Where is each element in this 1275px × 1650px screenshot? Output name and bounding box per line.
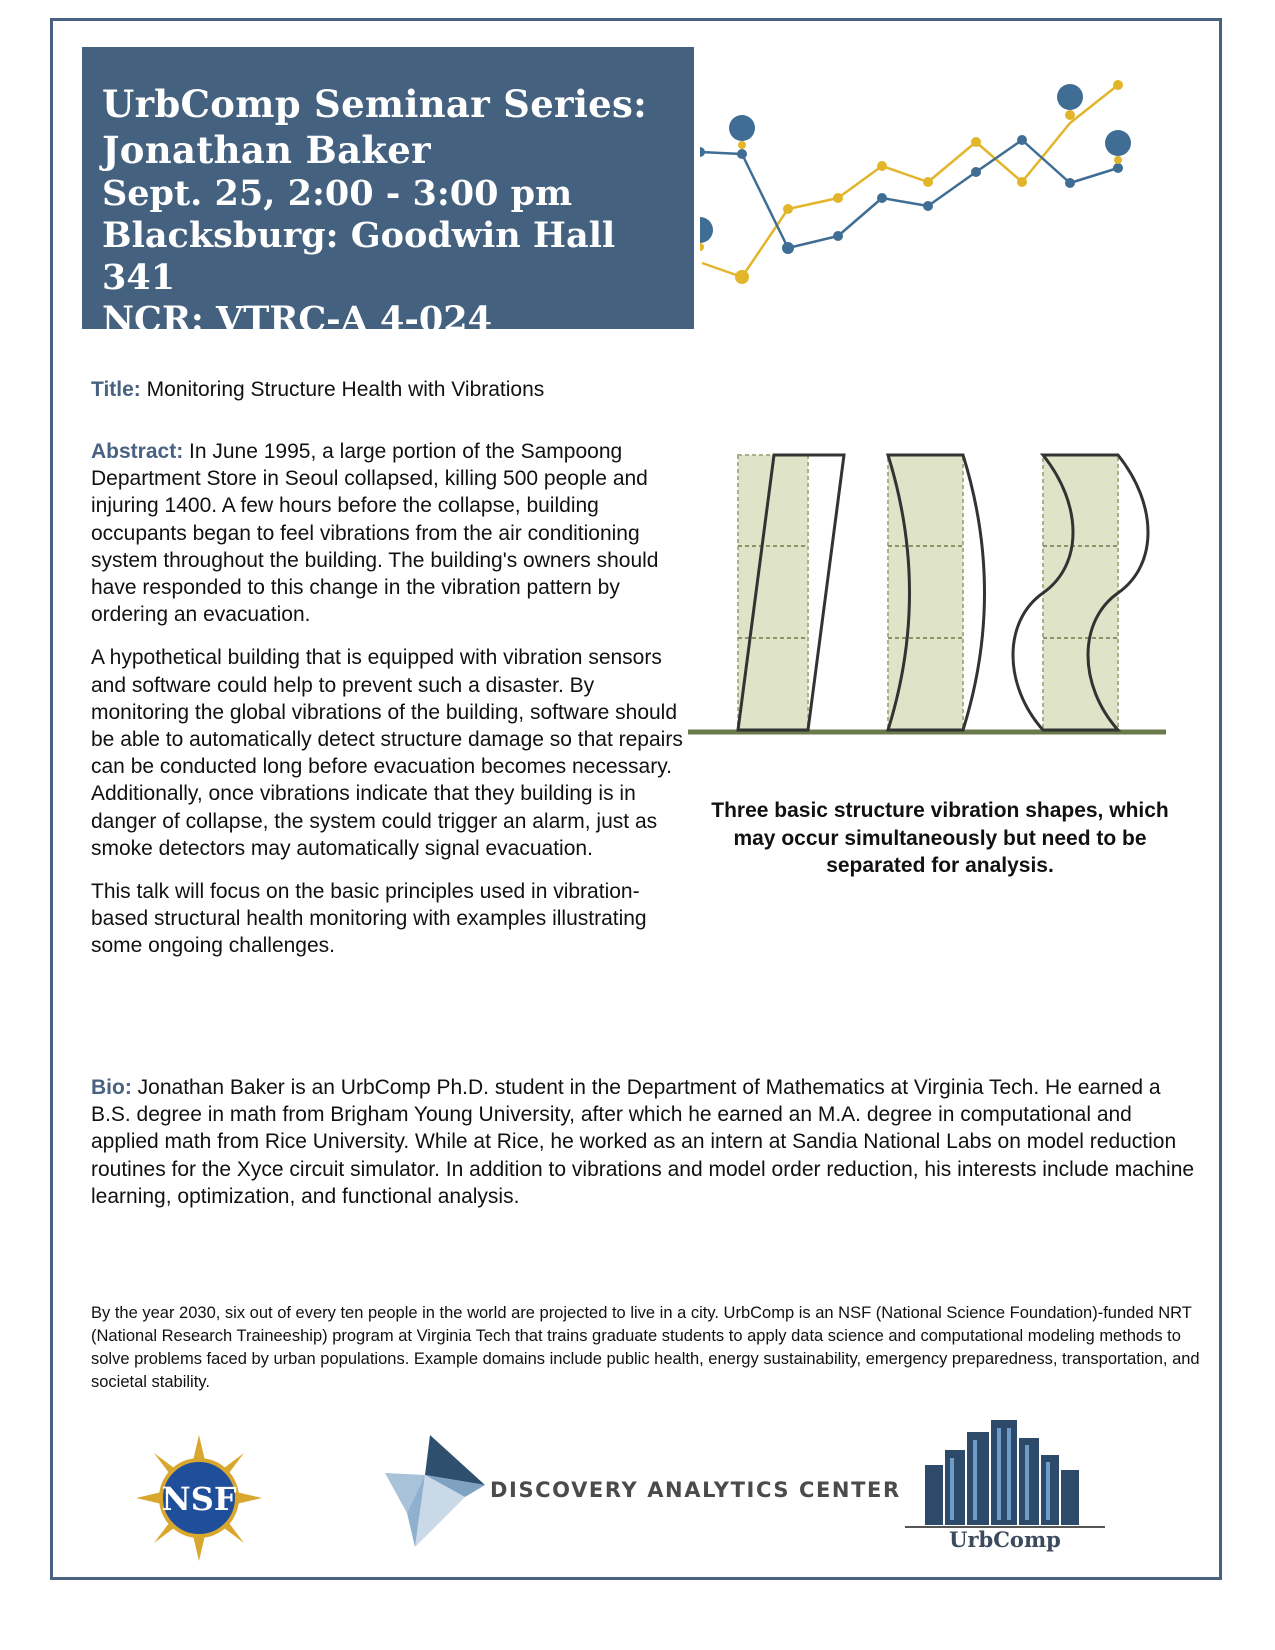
gold-markers: [735, 80, 1123, 284]
bio-text: Jonathan Baker is an UrbComp Ph.D. student in the Department of Mathematics at Virginia Tech. He earned a B.S. degree in math from Brigham Young University, after which he earned an M.A. degree in computational and applied math from Rice University. While at Rice, he worked as an intern at Sandia National Labs on model reduction routines for the Xyce circuit simulator. In addition to vibrations and model order reduction, his interests include machine learning, optimization, and functional analysis.: [91, 1076, 1195, 1208]
figure-caption: Three basic structure vibration shapes, which may occur simultaneously but need to be separated for analysis.: [711, 799, 1169, 877]
urbcomp-logo-text: UrbComp: [949, 1527, 1061, 1552]
abstract-paragraph-3: This talk will focus on the basic principles used in vibration-based structural health monitoring with examples illustrating some ongoing challenges.: [91, 880, 647, 958]
header-banner: [82, 47, 694, 340]
urbcomp-logo: [905, 1420, 1105, 1530]
nsf-logo: [136, 1435, 262, 1561]
gold-line: [702, 85, 1118, 277]
blue-markers: [700, 135, 1123, 254]
abstract-paragraph-1: [91, 438, 691, 628]
speaker-name: Jonathan Baker: [102, 128, 431, 172]
building-mode-3: [1013, 455, 1148, 730]
date-time: Sept. 25, 2:00 - 3:00 pm: [102, 173, 573, 214]
blue-line: [700, 140, 1118, 248]
talk-title: Monitoring Structure Health with Vibrations: [146, 378, 545, 401]
abstract-paragraph-2: A hypothetical building that is equipped with vibration sensors and software could help to prevent such a disaster. By monitoring the global vibrations of the building, software should be able to automatically detect structure damage so that repairs can be conducted long before evacuation becomes necessary. Additionally, once vibrations indicate that they building is in danger of collapse, the system could trigger an alarm, just as smoke detectors may automatically signal evacuation.: [91, 646, 683, 860]
dac-logo-text: DISCOVERY ANALYTICS CENTER: [490, 1478, 901, 1502]
decorative-line-graphic: [700, 60, 1220, 310]
pin-markers: [700, 84, 1131, 251]
abstract-label: Abstract:: [91, 440, 184, 463]
bio-section: [91, 1074, 1201, 1210]
title-label: Title:: [91, 378, 141, 401]
location-ncr: NCR: VTRC-A 4-024: [102, 299, 492, 340]
series-title: UrbComp Seminar Series:: [102, 82, 648, 126]
dac-logo-mark: [385, 1435, 485, 1547]
program-description: By the year 2030, six out of every ten people in the world are projected to live in a city. UrbComp is an NSF (National Science Foundation)-funded NRT (National Research Traineeship) program at Virginia Tech that trains graduate students to apply data science and computational modeling methods to solve problems faced by urban populations. Example domains include public health, energy sustainability, emergency preparedness, transportation, and societal stability.: [91, 1304, 1200, 1391]
location-blacksburg: Blacksburg: Goodwin Hall 341: [102, 215, 616, 298]
nsf-logo-text: NSF: [161, 1480, 237, 1518]
abstract-section: [91, 438, 691, 976]
abstract-p1-text: In June 1995, a large portion of the Sampoong Department Store in Seoul collapsed, killing 500 people and injuring 1400. A few hours before the collapse, building occupants began to feel vibrations from the air conditioning system throughout the building. The building's owners should have responded to this change in the vibration pattern by ordering an evacuation.: [91, 440, 659, 627]
bio-label: Bio:: [91, 1076, 132, 1099]
building-mode-2: [888, 455, 985, 730]
talk-title-line: [91, 378, 544, 402]
building-mode-1: [738, 455, 844, 730]
vibration-shapes-figure: [688, 445, 1178, 755]
